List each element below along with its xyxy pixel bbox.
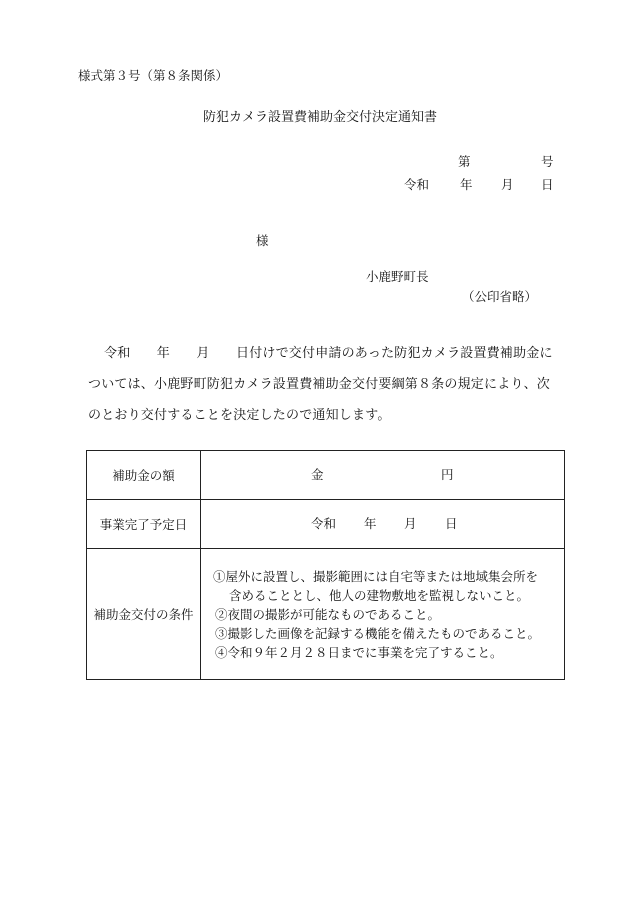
- seal-note: （公印省略）: [462, 289, 538, 304]
- date-era: 令和: [404, 177, 430, 192]
- grant-table: [86, 450, 565, 680]
- condition-2: ②夜間の撮影が可能なものであること。: [215, 606, 441, 622]
- completion-era: 令和: [311, 516, 337, 531]
- table-row-completion: [87, 500, 565, 549]
- completion-label: 事業完了予定日: [87, 500, 201, 549]
- recipient-suffix: 様: [256, 233, 269, 248]
- form-number: 様式第３号（第８条関係）: [78, 68, 229, 83]
- conditions-cell: [201, 549, 565, 680]
- conditions-list: [201, 567, 564, 662]
- date-year: 年: [460, 177, 473, 192]
- completion-month: 月: [404, 516, 417, 531]
- amount-value-cell: [201, 451, 565, 500]
- body-line-3: のとおり交付することを決定したので通知します。: [88, 408, 391, 423]
- completion-day: 日: [445, 516, 458, 531]
- document-title: 防犯カメラ設置費補助金交付決定通知書: [203, 110, 438, 125]
- issuer-name: 小鹿野町長: [366, 269, 429, 284]
- body-line-2: ついては、小鹿野町防犯カメラ設置費補助金交付要綱第８条の規定により、次: [88, 377, 551, 392]
- condition-4: ④令和９年２月２８日までに事業を完了すること。: [215, 644, 503, 660]
- condition-3: ③撮影した画像を記録する機能を備えたものであること。: [215, 625, 541, 641]
- doc-number-suffix: 号: [541, 154, 554, 169]
- condition-1-cont: 含めることとし、他人の建物敷地を監視しないこと。: [229, 587, 530, 603]
- doc-number-prefix: 第: [458, 154, 471, 169]
- conditions-label: 補助金交付の条件: [87, 549, 201, 680]
- completion-year: 年: [364, 516, 377, 531]
- condition-1: ①屋外に設置し、撮影範囲には自宅等または地域集会所を: [213, 568, 539, 584]
- body-line-1: 令和 年 月 日付けで交付申請のあった防犯カメラ設置費補助金に: [104, 346, 553, 361]
- date-month: 月: [501, 177, 514, 192]
- table-row-conditions: [87, 549, 565, 680]
- table-row-amount: [87, 451, 565, 500]
- date-day: 日: [541, 177, 554, 192]
- amount-prefix: 金: [311, 467, 324, 482]
- amount-label: 補助金の額: [87, 451, 201, 500]
- amount-suffix: 円: [441, 467, 454, 482]
- completion-value-cell: [201, 500, 565, 549]
